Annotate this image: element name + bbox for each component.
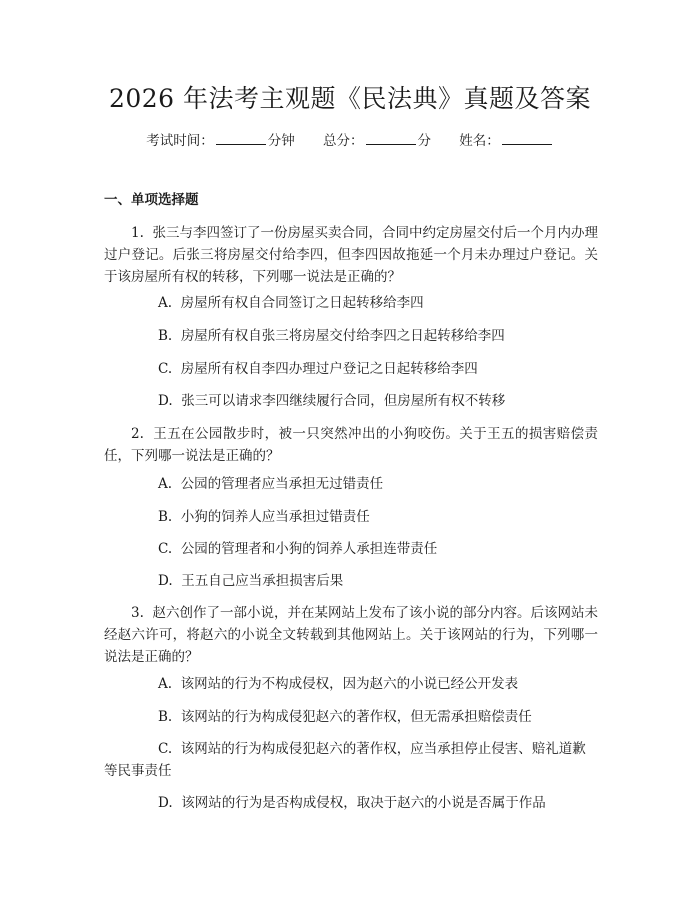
question-2 [104, 423, 598, 467]
option-text: 公园的管理者应当承担无过错责任 [180, 476, 384, 492]
option-text: 该网站的行为构成侵犯赵六的著作权，但无需承担赔偿责任 [180, 709, 532, 725]
option-label: D. [158, 795, 173, 811]
question-1 [104, 222, 598, 288]
option-label: A. [158, 295, 173, 311]
option-3a [104, 673, 598, 695]
option-text: 公园的管理者和小狗的饲养人承担连带责任 [180, 541, 438, 557]
exam-name-blank [502, 132, 552, 145]
option-2a [104, 473, 598, 495]
exam-meta [0, 131, 700, 151]
option-label: D. [158, 573, 173, 589]
option-3b [104, 706, 598, 728]
question-number: 2. [131, 426, 144, 442]
exam-score-label: 总分： [323, 133, 364, 149]
option-1b [104, 325, 598, 347]
question-number: 1. [131, 225, 144, 241]
question-stem: 赵六创作了一部小说，并在某网站上发布了该小说的部分内容。后该网站未经赵六许可，将赵六的小说全文转载到其他网站上。关于该网站的行为，下列哪一说法是正确的？ [104, 605, 598, 665]
question-stem: 王五在公园散步时，被一只突然冲出的小狗咬伤。关于王五的损害赔偿责任，下列哪一说法是正确的？ [104, 426, 598, 464]
option-label: A. [158, 476, 173, 492]
question-number: 3. [131, 605, 144, 621]
option-3c [104, 738, 598, 782]
option-text: 小狗的饲养人应当承担过错责任 [180, 509, 370, 525]
option-3d [104, 792, 598, 814]
option-label: C. [158, 741, 173, 757]
exam-score-blank [366, 132, 416, 145]
option-label: B. [158, 509, 173, 525]
exam-time-label: 考试时间： [146, 133, 214, 149]
option-text: 张三可以请求李四继续履行合同，但房屋所有权不转移 [181, 393, 506, 409]
option-text: 王五自己应当承担损害后果 [181, 573, 344, 589]
exam-score-unit: 分 [417, 133, 431, 149]
option-label: D. [158, 393, 173, 409]
option-label: C. [158, 361, 173, 377]
exam-time-unit: 分钟 [267, 133, 295, 149]
exam-time-blank [216, 132, 266, 145]
exam-score [323, 131, 431, 151]
option-2b [104, 506, 598, 528]
option-1c [104, 358, 598, 380]
option-text: 该网站的行为是否构成侵权，取决于赵六的小说是否属于作品 [181, 795, 546, 811]
option-label: B. [158, 709, 173, 725]
option-1a [104, 292, 598, 314]
option-label: C. [158, 541, 173, 557]
option-text: 该网站的行为不构成侵权，因为赵六的小说已经公开发表 [180, 676, 519, 692]
question-stem: 张三与李四签订了一份房屋买卖合同，合同中约定房屋交付后一个月内办理过户登记。后张三将房屋交付给李四，但李四因故拖延一个月未办理过户登记。关于该房屋所有权的转移，下列哪一说法是正确的？ [104, 225, 598, 285]
question-3 [104, 602, 598, 668]
exam-name [459, 131, 554, 151]
option-2c [104, 538, 598, 560]
option-label: A. [158, 676, 173, 692]
exam-time [146, 131, 295, 151]
option-text: 房屋所有权自张三将房屋交付给李四之日起转移给李四 [180, 328, 505, 344]
option-text: 房屋所有权自合同签订之日起转移给李四 [180, 295, 424, 311]
option-text: 该网站的行为构成侵犯赵六的著作权，应当承担停止侵害、赔礼道歉等民事责任 [104, 741, 586, 779]
exam-name-label: 姓名： [459, 133, 500, 149]
section-title: 一、单项选择题 [104, 192, 199, 208]
page-title: 2026 年法考主观题《民法典》真题及答案 [108, 84, 592, 113]
option-text: 房屋所有权自李四办理过户登记之日起转移给李四 [180, 361, 478, 377]
option-label: B. [158, 328, 173, 344]
option-2d [104, 570, 598, 592]
option-1d [104, 390, 598, 412]
